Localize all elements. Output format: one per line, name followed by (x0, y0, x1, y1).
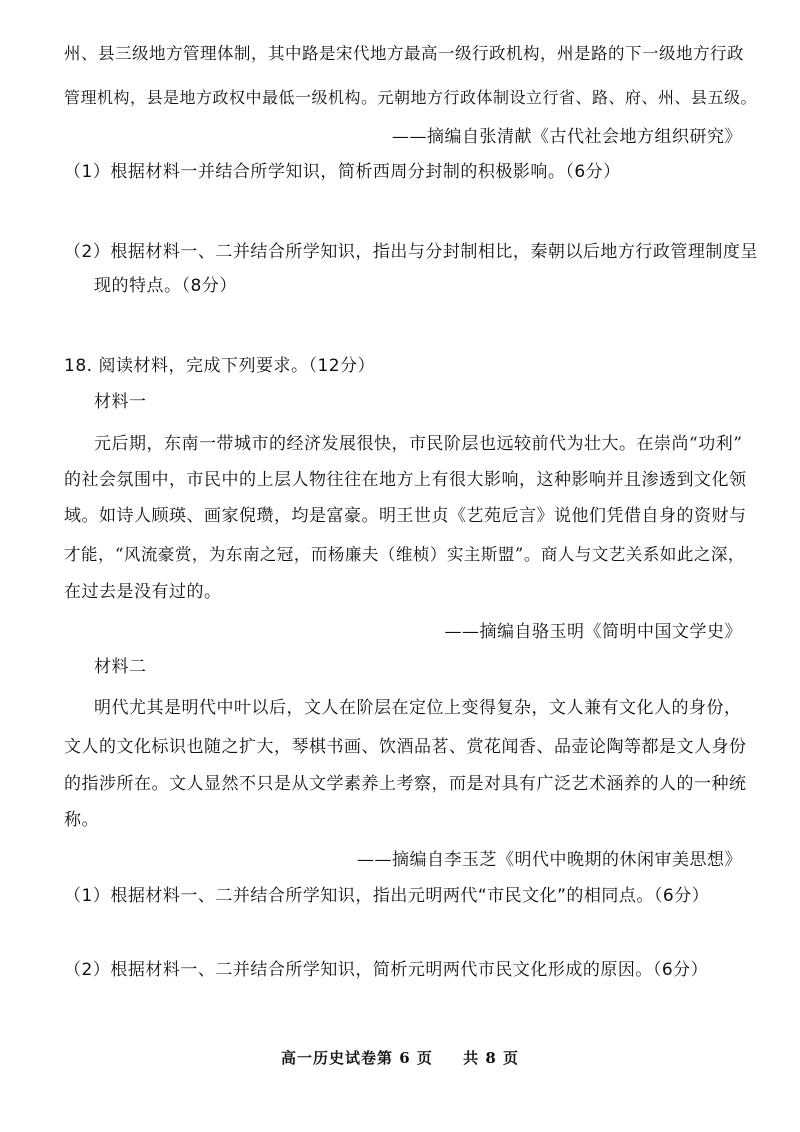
material-1-label: 材料一 (94, 392, 147, 412)
material-2-line: 文人的文化标识也随之扩大，琴棋书画、饮酒品茗、赏花闻香、品壶论陶等都是文人身份 (64, 737, 747, 757)
question-18-sub-1: （1）根据材料一、二并结合所学知识，指出元明两代“市民文化”的相同点。（6分） (64, 886, 710, 906)
question-17-sub-2-line-1: （2）根据材料一、二并结合所学知识，指出与分封制相比，秦朝以后地方行政管理制度呈 (64, 242, 758, 262)
material-2-source: ——摘编自李玉芝《明代中晚期的休闲审美思想》 (357, 850, 742, 870)
footer-total-pages: 共 8 页 (463, 1049, 519, 1067)
material-1-line: 在过去是没有过的。 (64, 582, 222, 602)
question-17-sub-1: （1）根据材料一并结合所学知识，简析西周分封制的积极影响。（6分） (64, 162, 621, 182)
material-2-line: 明代尤其是明代中叶以后，文人在阶层在定位上变得复杂，文人兼有文化人的身份， (94, 698, 742, 718)
material-2-line: 称。 (64, 810, 99, 830)
material-1-line: 的社会氛围中，市民中的上层人物往往在地方上有很大影响，这种影响并且渗透到文化领 (64, 470, 747, 490)
footer-page-number: 高一历史试卷第 6 页 (280, 1049, 433, 1067)
material-1-source: ——摘编自骆玉明《简明中国文学史》 (444, 622, 742, 642)
material-2-label: 材料二 (94, 657, 147, 677)
page-footer (0, 1047, 800, 1068)
material-intro-source: ——摘编自张清献《古代社会地方组织研究》 (392, 127, 742, 147)
material-1-line: 域。如诗人顾瑛、画家倪瓒，均是富豪。明王世贞《艺苑卮言》说他们凭借自身的资财与 (64, 506, 747, 526)
question-18-sub-2: （2）根据材料一、二并结合所学知识，简析元明两代市民文化形成的原因。（6分） (64, 960, 709, 980)
material-intro-line-1: 州、县三级地方管理体制，其中路是宋代地方最高一级行政机构，州是路的下一级地方行政 (64, 44, 744, 63)
material-2-line: 的指涉所在。文人显然不只是从文学素养上考察，而是对具有广泛艺术涵养的人的一种统 (64, 774, 747, 794)
question-17-sub-2-line-2: 现的特点。（8分） (94, 276, 237, 296)
material-intro-line-2: 管理机构，县是地方政权中最低一级机构。元朝地方行政体制设立行省、路、府、州、县五级。 (64, 88, 758, 107)
material-1-line: 才能，“风流豪赏，为东南之冠，而杨廉夫（维桢）实主斯盟”。商人与文艺关系如此之深， (64, 545, 745, 564)
material-1-line: 元后期，东南一带城市的经济发展很快，市民阶层也远较前代为壮大。在崇尚“功利” (94, 434, 743, 454)
question-18-heading: 18. 阅读材料，完成下列要求。（12分） (64, 356, 376, 376)
